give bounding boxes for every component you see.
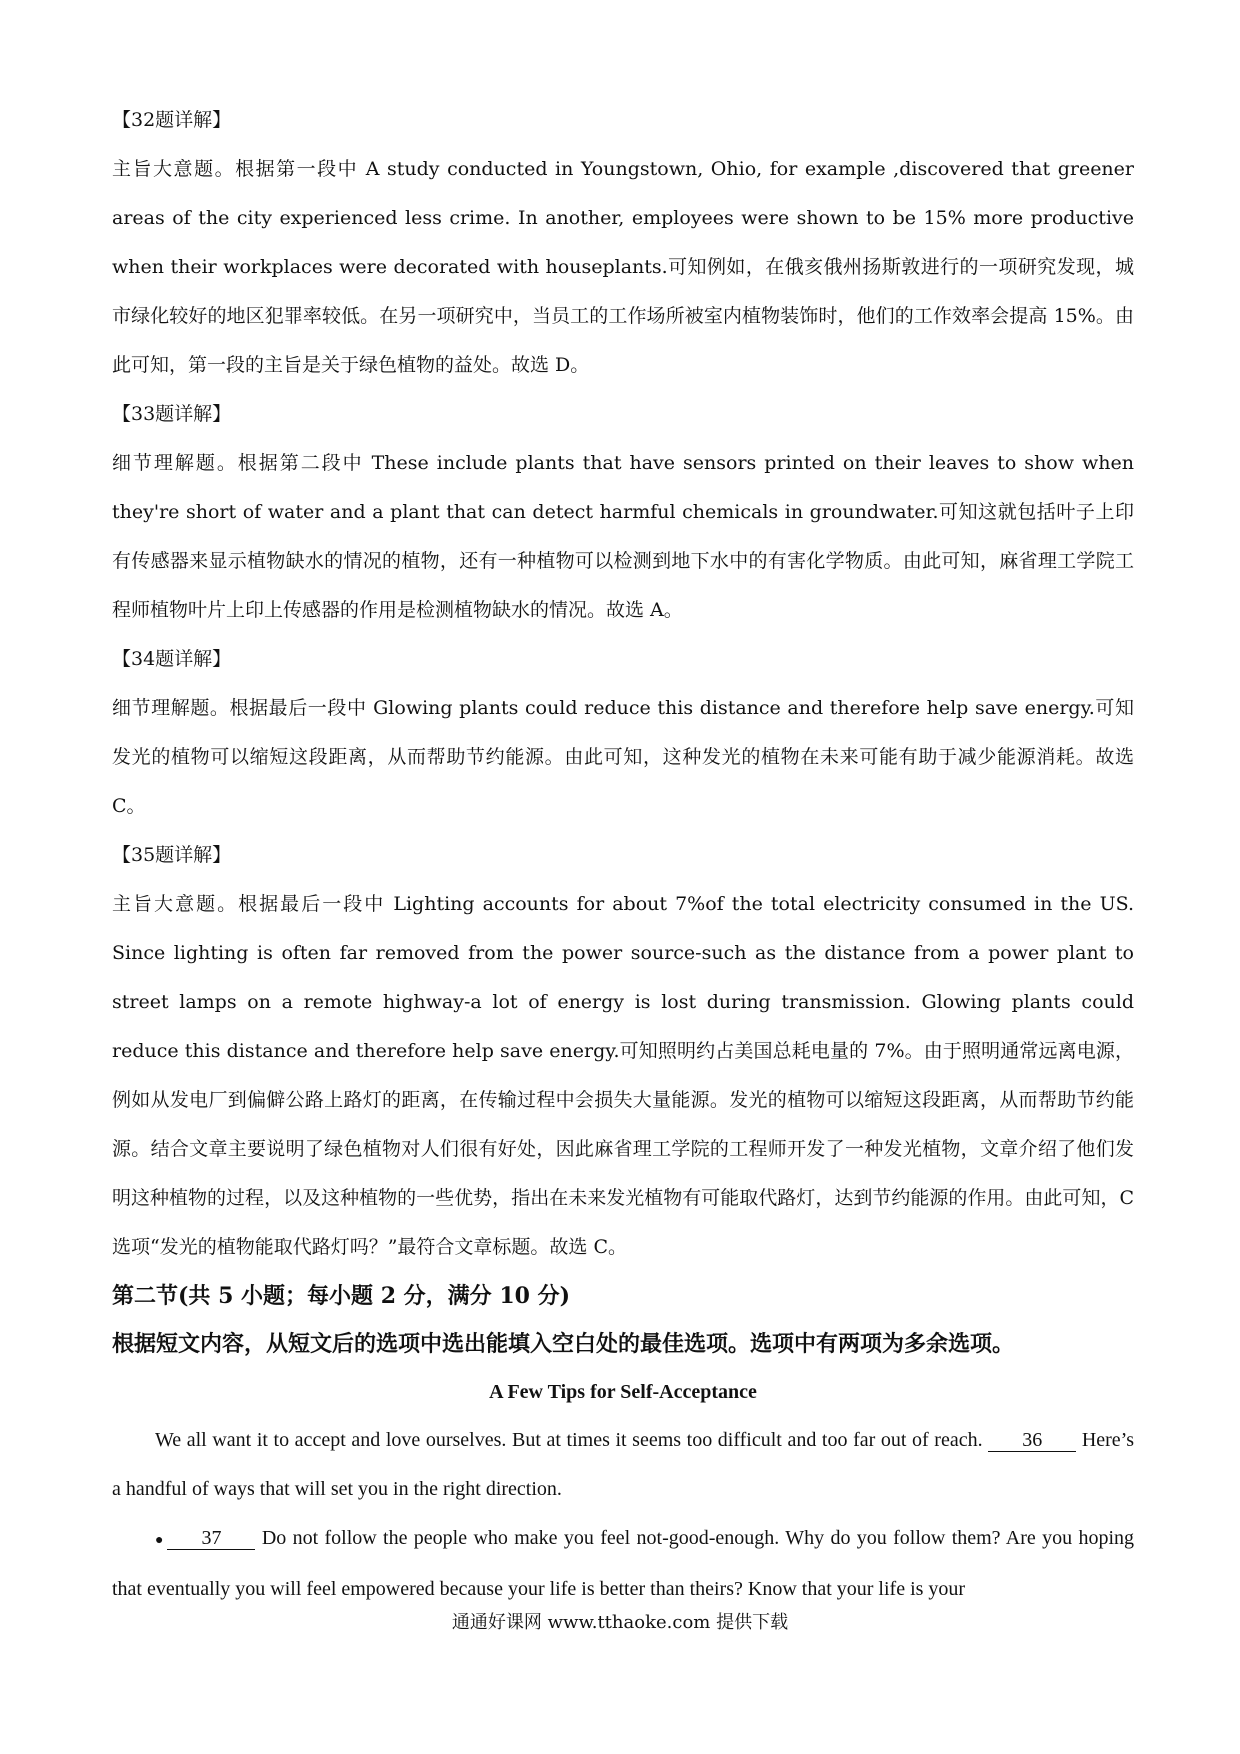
blank-36: 36 (988, 1429, 1076, 1452)
passage-title: A Few Tips for Self-Acceptance (489, 1381, 757, 1403)
part2-instruction: 根据短文内容，从短文后的选项中选出能填入空白处的最佳选项。选项中有两项为多余选项。 (112, 1331, 1015, 1357)
q35-explanation: 主旨大意题。根据最后一段中 Lighting accounts for about 7%of the total electricity consumed in the US. Since lighting is often far removed from the power source-such as the distance from a power plant to street lamps on a remote highway-a lot of energy is lost during transmission. Glowing plants could reduce this distance and therefore help save energy.可知照明约占美国总耗电量的 7%。由于照明通常远离电源，例如从发电厂到偏僻公路上路灯的距离，在传输过程中会损失大量能源。发光的植物可以缩短这段距离，从而帮助节约能源。结合文章主要说明了绿色植物对人们很有好处，因此麻省理工学院的工程师开发了一种发光植物，文章介绍了他们发明这种植物的过程，以及这种植物的一些优势，指出在未来发光植物有可能取代路灯，达到节约能源的作用。由此可知，C选项“发光的植物能取代路灯吗？”最符合文章标题。故选 C。 (112, 893, 1134, 1258)
q32-explanation: 主旨大意题。根据第一段中 A study conducted in Youngstown, Ohio, for example ,discovered that greener areas of the city experienced less crime. In another, employees were shown to be 15% more productive when their workplaces were decorated with houseplants.可知例如，在俄亥俄州扬斯敦进行的一项研究发现，城市绿化较好的地区犯罪率较低。在另一项研究中，当员工的工作场所被室内植物装饰时，他们的工作效率会提高 15%。由此可知，第一段的主旨是关于绿色植物的益处。故选 D。 (112, 158, 1134, 376)
q33-explanation: 细节理解题。根据第二段中 These include plants that have sensors printed on their leaves to show when they're short of water and a plant that can detect harmful chemicals in groundwater.可知这就包括叶子上印有传感器来显示植物缺水的情况的植物，还有一种植物可以检测到地下水中的有害化学物质。由此可知，麻省理工学院工程师植物叶片上印上传感器的作用是检测植物缺水的情况。故选 A。 (112, 452, 1134, 621)
passage-p1-text: We all want it to accept and love ourselves. But at times it seems too difficult and too far out of reach. (155, 1429, 983, 1451)
q34-heading: 【34题详解】 (112, 648, 232, 670)
page-footer: 通通好课网 www.tthaoke.com 提供下载 (451, 1612, 789, 1633)
passage-p2-text: Do not follow the people who make you feel not-good-enough. Why do you follow them? Are you hoping that eventually you will feel empowered because your life is better than theirs? Know that your life is your (112, 1527, 1134, 1600)
passage-paragraph-2 (112, 1514, 1134, 1614)
q32-heading: 【32题详解】 (112, 109, 232, 131)
document-page (112, 96, 1134, 1614)
bullet-icon: ● (155, 1533, 164, 1548)
passage-p1-continuation: Here’s a handful of ways that will set you in the right direction. (112, 1429, 1135, 1500)
blank-37: 37 (167, 1527, 255, 1550)
q34-explanation: 细节理解题。根据最后一段中 Glowing plants could reduce this distance and therefore help save energy.可知发光的植物可以缩短这段距离，从而帮助节约能源。由此可知，这种发光的植物在未来可能有助于减少能源消耗。故选 C。 (112, 697, 1134, 817)
q33-heading: 【33题详解】 (112, 403, 232, 425)
passage-paragraph-1 (112, 1416, 1134, 1514)
part2-title: 第二节(共 5 小题；每小题 2 分，满分 10 分) (112, 1283, 571, 1309)
q35-heading: 【35题详解】 (112, 844, 232, 866)
